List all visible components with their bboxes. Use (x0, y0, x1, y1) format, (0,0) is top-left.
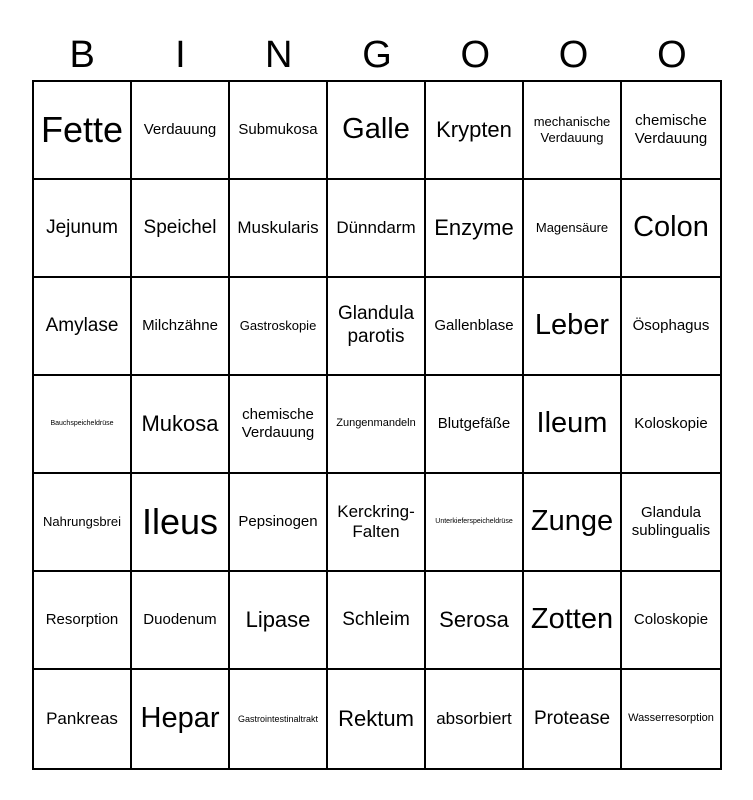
bingo-cell: Koloskopie (622, 376, 720, 474)
bingo-cell: Verdauung (132, 82, 230, 180)
header-letter-g: G (362, 34, 392, 76)
header-letter-b: B (69, 34, 95, 76)
bingo-cell: Ösophagus (622, 278, 720, 376)
header-letter-o3: O (657, 34, 687, 76)
bingo-cell: Duodenum (132, 572, 230, 670)
bingo-cell: Gastrointestinaltrakt (230, 670, 328, 768)
bingo-cell: Gallenblase (426, 278, 524, 376)
bingo-cell: Magensäure (524, 180, 622, 278)
bingo-cell: Nahrungsbrei (34, 474, 132, 572)
bingo-cell: Enzyme (426, 180, 524, 278)
bingo-cell: mechanische Verdauung (524, 82, 622, 180)
bingo-cell: Lipase (230, 572, 328, 670)
bingo-cell: Glandula sublingualis (622, 474, 720, 572)
bingo-cell: Zunge (524, 474, 622, 572)
bingo-cell: Pankreas (34, 670, 132, 768)
bingo-cell: Wasserresorption (628, 712, 714, 725)
bingo-cell: Colon (622, 180, 720, 278)
bingo-cell: Ileus (132, 474, 230, 572)
header-letter-n: N (264, 34, 293, 76)
bingo-cell: Jejunum (34, 180, 132, 278)
bingo-cell: Mukosa (132, 376, 230, 474)
bingo-cell: Glandula parotis (328, 278, 426, 376)
bingo-cell: Muskularis (230, 180, 328, 278)
bingo-cell: Kerckring-Falten (328, 474, 426, 572)
header-letter-o2: O (558, 34, 589, 76)
bingo-cell: chemische Verdauung (230, 376, 328, 474)
bingo-cell: Dünndarm (328, 180, 426, 278)
bingo-cell: Leber (524, 278, 622, 376)
bingo-cell: Zungenmandeln (328, 376, 426, 474)
bingo-header (33, 30, 721, 80)
bingo-cell: Zotten (524, 572, 622, 670)
bingo-cell: Fette (34, 82, 132, 180)
bingo-cell: Speichel (132, 180, 230, 278)
bingo-cell: Submukosa (230, 82, 328, 180)
bingo-cell: Rektum (328, 670, 426, 768)
bingo-cell: absorbiert (426, 670, 524, 768)
bingo-cell: Milchzähne (132, 278, 230, 376)
header-letter-i: I (175, 34, 186, 76)
bingo-cell: Krypten (426, 82, 524, 180)
bingo-cell: Galle (328, 82, 426, 180)
bingo-cell: Bauchspeicheldrüse (34, 376, 132, 474)
bingo-cell: Resorption (34, 572, 132, 670)
bingo-cell: Gastroskopie (230, 278, 328, 376)
bingo-cell: Ileum (524, 376, 622, 474)
bingo-cell: Unterkieferspeicheldrüse (426, 474, 524, 572)
header-letter-o1: O (460, 34, 491, 76)
bingo-cell: Pepsinogen (230, 474, 328, 572)
bingo-cell: Amylase (34, 278, 132, 376)
bingo-cell: Blutgefäße (426, 376, 524, 474)
bingo-cell: chemische Verdauung (622, 82, 720, 180)
bingo-cell: Coloskopie (622, 572, 720, 670)
bingo-cell: Serosa (426, 572, 524, 670)
bingo-cell: Protease (524, 670, 622, 768)
bingo-cell: Schleim (328, 572, 426, 670)
bingo-cell: Hepar (132, 670, 230, 768)
bingo-grid (32, 80, 722, 770)
